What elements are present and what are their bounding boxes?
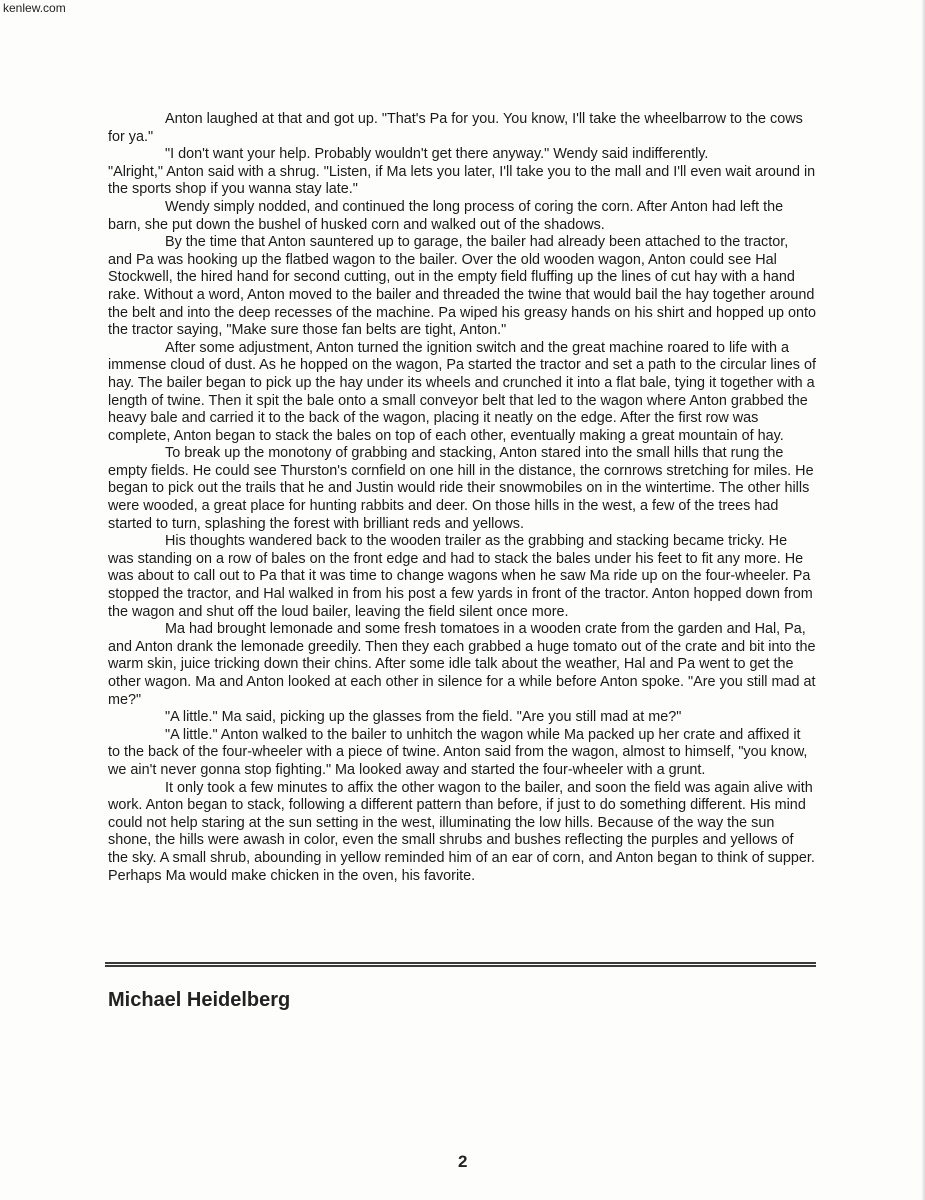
story-paragraph: "A little." Ma said, picking up the glasses from the field. "Are you still mad at me?" <box>165 709 682 726</box>
author-name: Michael Heidelberg <box>108 989 291 1011</box>
scan-edge <box>921 0 925 1200</box>
story-paragraph: Wendy simply nodded, and continued the long process of coring the corn. After Anton had left the barn, she put down the bushel of husked corn and walked out of the shadows. <box>108 198 784 233</box>
story-paragraph: Anton laughed at that and got up. "That's Pa for you. You know, I'll take the wheelbarrow to the cows for ya." <box>108 111 803 145</box>
section-divider <box>105 962 816 967</box>
story-paragraph: Ma had brought lemonade and some fresh tomatoes in a wooden crate from the garden and Hal, Pa, and Anton drank the lemonade greedily. Then they each grabbed a huge tomato out of the crate and bit into the warm skin, juice tricking down their chins. After some idle talk about the weather, Hal and Pa went to get the other wagon. Ma and Anton looked at each other in silence for a while before Anton spoke. "Are you still mad at me?" <box>108 621 816 708</box>
story-paragraph: His thoughts wandered back to the wooden trailer as the grabbing and stacking became tricky. He was standing on a row of bales on the front edge and had to stack the bales under his feet to fit any more. He was about to call out to Pa that it was time to change wagons when he saw Ma ride up on the four-wheeler. Pa stopped the tractor, and Hal walked in from his post a few yards in front of the tractor. Anton hopped down from the wagon and shut off the loud bailer, leaving the field silent once more. <box>108 533 813 620</box>
story-text <box>108 111 816 885</box>
page-number: 2 <box>458 1152 468 1171</box>
story-paragraph: "I don't want your help. Probably wouldn't get there anyway." Wendy said indifferently. <box>165 146 709 163</box>
story-paragraph: By the time that Anton sauntered up to garage, the bailer had already been attached to the tractor, and Pa was hooking up the flatbed wagon to the bailer. Over the old wooden wagon, Anton could see Hal Stockwell, the hired hand for second cutting, out in the empty field fluffing up the lines of cut hay with a hand rake. Without a word, Anton moved to the bailer and threaded the twine that would bail the hay together around the belt and into the deep recesses of the machine. Pa wiped his greasy hands on his shirt and hopped up onto the tractor saying, "Make sure those fan belts are tight, Anton." <box>108 234 817 339</box>
story-paragraph: "Alright," Anton said with a shrug. "Listen, if Ma lets you later, I'll take you to the mall and I'll even wait around in the sports shop if you wanna stay late." <box>108 163 816 198</box>
story-paragraph: "A little." Anton walked to the bailer to unhitch the wagon while Ma packed up her crate and affixed it to the back of the four-wheeler with a piece of twine. Anton said from the wagon, almost to himself, "you know, we ain't never gonna stop fighting." Ma looked away and started the four-wheeler with a grunt. <box>108 726 808 778</box>
site-watermark: kenlew.com <box>3 1 66 15</box>
story-paragraph: After some adjustment, Anton turned the ignition switch and the great machine roared to life with a immense cloud of dust. As he hopped on the wagon, Pa started the tractor and set a path to the circular lines of hay. The bailer began to pick up the hay under its wheels and crunched it into a flat bale, tying it together with a length of twine. Then it spit the bale onto a small conveyor belt that led to the wagon where Anton grabbed the heavy bale and carried it to the back of the wagon, placing it neatly on the edge. After the first row was complete, Anton began to stack the bales on top of each other, eventually making a great mountain of hay. <box>108 339 816 444</box>
story-paragraph: To break up the monotony of grabbing and stacking, Anton stared into the small hills that rung the empty fields. He could see Thurston's cornfield on one hill in the distance, the cornrows stretching for miles. He began to pick out the trails that he and Justin would ride their snowmobiles on in the wintertime. The other hills were wooded, a great place for hunting rabbits and deer. On those hills in the west, a few of the trees had started to turn, splashing the forest with brilliant reds and yellows. <box>108 445 814 532</box>
story-paragraph: It only took a few minutes to affix the other wagon to the bailer, and soon the field was again alive with work. Anton began to stack, following a different pattern than before, if just to do something different. His mind could not help staring at the sun setting in the west, illuminating the low hills. Because of the way the sun shone, the hills were awash in color, even the small shrubs and bushes reflecting the purples and yellows of the sky. A small shrub, abounding in yellow reminded him of an ear of corn, and Anton began to think of supper. Perhaps Ma would make chicken in the oven, his favorite. <box>108 779 815 884</box>
